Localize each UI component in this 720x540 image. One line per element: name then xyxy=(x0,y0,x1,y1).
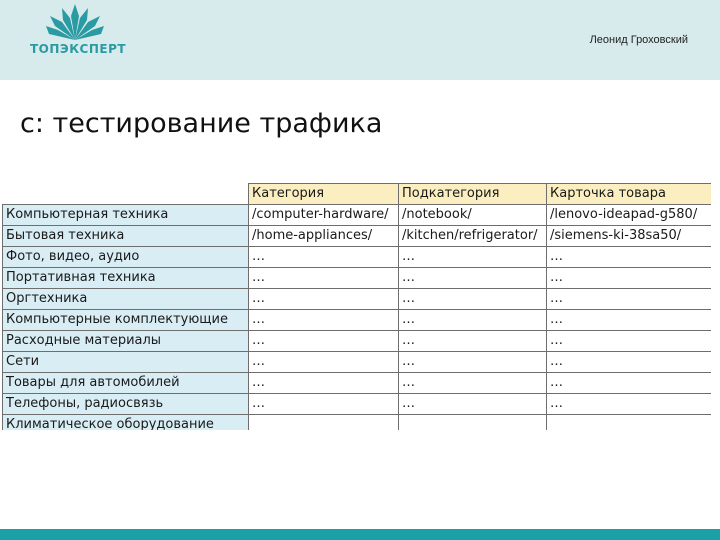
category-url-cell: … xyxy=(249,247,399,268)
logo-wordmark: ТОПЭКСПЕРТ xyxy=(30,42,127,56)
subcategory-url-cell: … xyxy=(399,331,547,352)
category-url-cell: … xyxy=(249,331,399,352)
subcategory-url-cell: … xyxy=(399,268,547,289)
table-body xyxy=(3,205,712,431)
lotus-icon xyxy=(46,2,104,42)
table-row xyxy=(3,310,712,331)
table-row xyxy=(3,205,712,226)
table-row xyxy=(3,373,712,394)
category-url-cell: … xyxy=(249,310,399,331)
category-name-cell: Портативная техника xyxy=(3,268,249,289)
spreadsheet-table xyxy=(2,183,711,430)
product-card-url-cell: … xyxy=(547,310,712,331)
author-name: Леонид Гроховский xyxy=(589,34,688,46)
column-header: Категория xyxy=(249,184,399,205)
category-url-cell: … xyxy=(249,289,399,310)
category-name-cell: Сети xyxy=(3,352,249,373)
category-url-cell xyxy=(249,415,399,431)
table-row xyxy=(3,415,712,431)
category-name-cell: Бытовая техника xyxy=(3,226,249,247)
product-card-url-cell: … xyxy=(547,352,712,373)
category-name-cell: Фото, видео, аудио xyxy=(3,247,249,268)
slide-header xyxy=(0,0,720,80)
subcategory-url-cell: … xyxy=(399,373,547,394)
category-url-cell: … xyxy=(249,352,399,373)
subcategory-url-cell xyxy=(399,415,547,431)
category-url-cell: /home-appliances/ xyxy=(249,226,399,247)
product-card-url-cell: … xyxy=(547,247,712,268)
subcategory-url-cell: … xyxy=(399,310,547,331)
category-url-cell: /computer-hardware/ xyxy=(249,205,399,226)
table-row xyxy=(3,394,712,415)
product-card-url-cell: … xyxy=(547,268,712,289)
product-card-url-cell: … xyxy=(547,331,712,352)
product-card-url-cell: … xyxy=(547,289,712,310)
category-name-cell: Товары для автомобилей xyxy=(3,373,249,394)
product-card-url-cell xyxy=(547,415,712,431)
column-header: Карточка товара xyxy=(547,184,712,205)
table-row xyxy=(3,289,712,310)
corner-cell xyxy=(3,184,249,205)
category-name-cell: Оргтехника xyxy=(3,289,249,310)
subcategory-url-cell: … xyxy=(399,394,547,415)
category-name-cell: Климатическое оборудование xyxy=(3,415,249,431)
table-row xyxy=(3,226,712,247)
category-name-cell: Расходные материалы xyxy=(3,331,249,352)
category-name-cell: Телефоны, радиосвязь xyxy=(3,394,249,415)
subcategory-url-cell: /notebook/ xyxy=(399,205,547,226)
category-url-cell: … xyxy=(249,394,399,415)
subcategory-url-cell: … xyxy=(399,289,547,310)
subcategory-url-cell: … xyxy=(399,352,547,373)
table-row xyxy=(3,247,712,268)
company-logo xyxy=(22,2,132,62)
footer-bar xyxy=(0,529,720,540)
subcategory-url-cell: … xyxy=(399,247,547,268)
slide-title: с: тестирование трафика xyxy=(20,108,383,139)
category-url-cell: … xyxy=(249,268,399,289)
category-name-cell: Компьютерные комплектующие xyxy=(3,310,249,331)
table-row xyxy=(3,268,712,289)
category-url-cell: … xyxy=(249,373,399,394)
table-header-row xyxy=(3,184,712,205)
category-name-cell: Компьютерная техника xyxy=(3,205,249,226)
product-card-url-cell: … xyxy=(547,373,712,394)
table-row xyxy=(3,352,712,373)
product-card-url-cell: /lenovo-ideapad-g580/ xyxy=(547,205,712,226)
product-card-url-cell: … xyxy=(547,394,712,415)
table-row xyxy=(3,331,712,352)
subcategory-url-cell: /kitchen/refrigerator/ xyxy=(399,226,547,247)
product-card-url-cell: /siemens-ki-38sa50/ xyxy=(547,226,712,247)
column-header: Подкатегория xyxy=(399,184,547,205)
